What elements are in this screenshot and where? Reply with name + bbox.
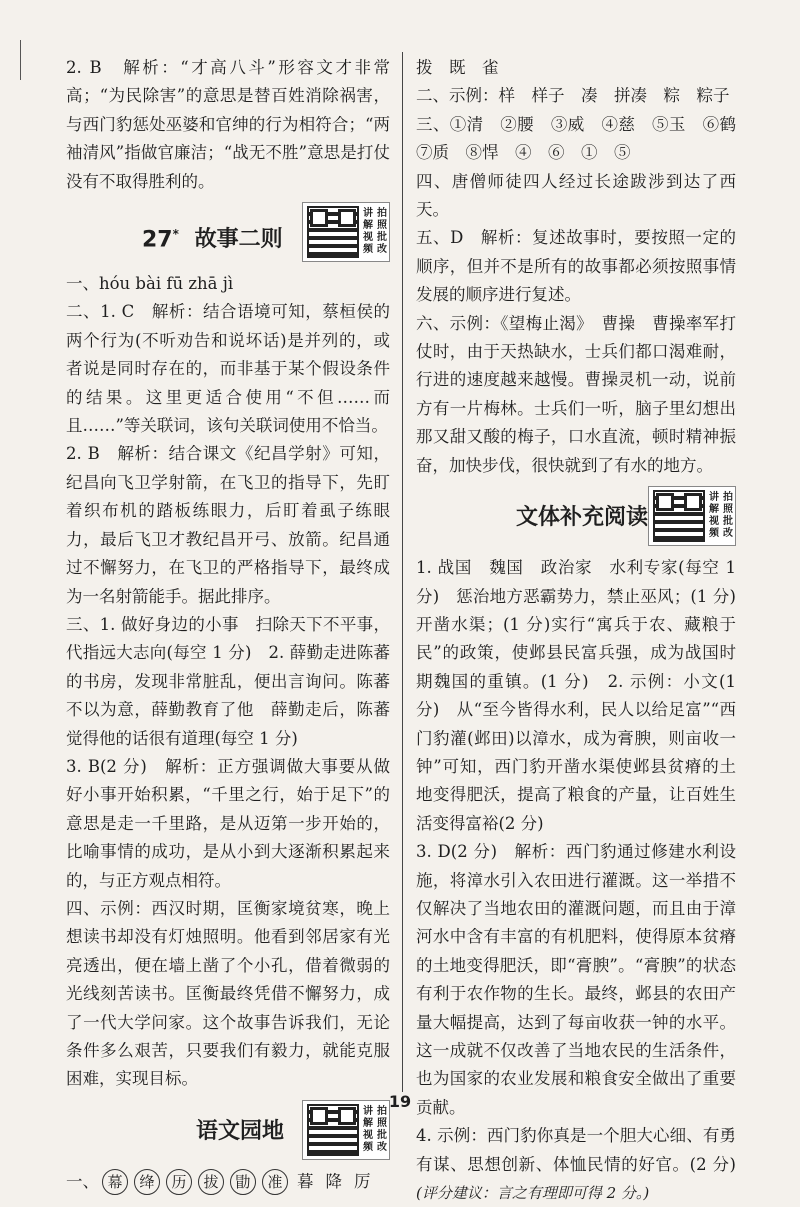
supplementary-reading-heading: [416, 486, 736, 550]
qr-char: 解: [363, 220, 373, 232]
reading-answer-3: 3. D(2 分) 解析：西门豹通过修建水利设施，将漳水引入农田进行灌溉。这一举措不仅解决了当地农田的灌溉问题，而且由于漳河水中含有丰富的有机肥料，使得原本贫瘠的土地变得肥沃，即“膏腴”。“膏腴”的状态有利于农作物的生长。最终，邺县的农田产量大幅提高，达到了每亩收获一钟的水平。这一成就不仅改善了当地农民的生活条件，也为国家的农业发展和粮食安全做出了重要贡献。: [416, 842, 736, 1117]
reading-answer-4: [416, 1122, 736, 1207]
qr-char: 频: [363, 244, 373, 256]
scoring-note: (评分建议：言之有理即可得 2 分。): [416, 1184, 650, 1203]
answer-yuandi-1-cont: 拨 既 雀: [416, 58, 499, 77]
plain-char: 暮: [297, 1171, 314, 1191]
plain-char: 降: [325, 1171, 342, 1191]
page-number: 19: [388, 1092, 412, 1111]
qr-char: 讲: [709, 492, 719, 504]
lesson-title: [142, 220, 283, 255]
answer-yuandi-1: [66, 1168, 390, 1196]
answer-yuandi-5: 五、D 解析：复述故事时，要按照一定的顺序，但并不是所有的故事都必须按照事情发展的顺序进行复述。: [416, 228, 736, 305]
lesson-name: 故事二则: [194, 227, 283, 253]
section-title: 文体补充阅读: [516, 505, 649, 531]
qr-char: 批: [377, 232, 387, 244]
qr-code-icon: [653, 490, 705, 542]
qr-code-icon: [307, 206, 359, 258]
qr-char: 拍: [377, 1105, 387, 1117]
qr-char: 拍: [377, 208, 387, 220]
left-column: [66, 54, 390, 1196]
qr-char: 批: [377, 1129, 387, 1141]
qr-char: 视: [363, 1129, 373, 1141]
lesson-star: *: [172, 227, 179, 242]
qr-char: 改: [377, 1141, 387, 1153]
qr-code-box[interactable]: [302, 202, 390, 262]
circled-char: 准: [262, 1169, 288, 1195]
qr-char: 照: [377, 220, 387, 232]
qr-char: 解: [709, 504, 719, 516]
right-column: [416, 54, 753, 1207]
answer-section-2-1: 二、1. C 解析：结合语境可知，蔡桓侯的两个行为(不听劝告和说坏话)是并列的，或者说是同时存在的，而非基于某个假设条件的结果。这里更适合使用“不但……而且……”等关联词，该句关联词使用不恰当。: [66, 302, 390, 436]
answer-section-1: 一、hóu bài fū zhā jì: [66, 274, 234, 294]
answer-yuandi-4: 四、唐僧师徒四人经过长途跋涉到达了西天。: [416, 171, 736, 220]
qr-label: [363, 208, 389, 256]
qr-char: 视: [363, 232, 373, 244]
circled-char: 历: [166, 1169, 192, 1195]
reading-answer-1-2: 1. 战国 魏国 政治家 水利专家(每空 1 分) 惩治地方恶霸势力，禁止巫风；(1 分)开凿水渠；(1 分)实行“寓兵于农、藏粮于民”的政策，使邺县民富兵强，成为战国时期魏国的重镇。(1 分) 2. 示例：小文(1 分) 从“至今皆得水利，民人以给足富”“西门豹灌(邺田)以漳水，成为膏腴，则亩收一钟”可知，西门豹开凿水渠使邺县贫瘠的土地变得肥沃，提高了粮食的产量，让百姓生活变得富裕(2 分): [416, 558, 736, 833]
qr-char: 频: [709, 528, 719, 540]
qr-code-box[interactable]: [648, 486, 736, 546]
qr-char: 讲: [363, 208, 373, 220]
column-divider: [402, 52, 403, 1092]
answer-2b: 2. B 解析：“才高八斗”形容文才非常高；“为民除害”的意思是替百姓消除祸害，与西门豹惩处巫婆和官绅的行为相符合；“两袖清风”指做官廉洁；“战无不胜”意思是打仗没有不取得胜利的。: [66, 58, 390, 191]
circled-char: 绛: [134, 1169, 160, 1195]
answer-text: 4. 示例：西门豹你真是一个胆大心细、有勇有谋、思想创新、体恤民情的好官。(2 分): [416, 1126, 736, 1174]
plain-char: 厉: [354, 1171, 371, 1191]
qr-char: 视: [709, 516, 719, 528]
qr-char: 批: [723, 516, 733, 528]
section-title: 语文园地: [196, 1118, 285, 1144]
qr-char: 改: [377, 244, 387, 256]
answer-yuandi-6: 六、示例：《望梅止渴》 曹操 曹操率军打仗时，由于天热缺水，士兵们都口渴难耐，行进的速度越来越慢。曹操灵机一动，说前方有一片梅林。士兵们一听，脑子里幻想出那又甜又酸的梅子，口水直流，顿时精神振奋，加快步伐，很快就到了有水的地方。: [416, 313, 736, 475]
lesson-number: 27: [142, 227, 173, 253]
item-prefix: 一、: [66, 1171, 99, 1191]
qr-char: 拍: [723, 492, 733, 504]
qr-char: 照: [723, 504, 733, 516]
qr-char: 照: [377, 1117, 387, 1129]
qr-char: 频: [363, 1141, 373, 1153]
qr-char: 改: [723, 528, 733, 540]
qr-label: [709, 492, 735, 540]
answer-yuandi-2: 二、示例：样 样子 凑 拼凑 粽 粽子: [416, 86, 730, 106]
circled-char: 拔: [198, 1169, 224, 1195]
circled-char: 幕: [102, 1169, 128, 1195]
answer-section-3-3: 3. B(2 分) 解析：正方强调做大事要从做好小事开始积累，“千里之行，始于足下”的意思是走一千里路，是从迈第一步开始的，比喻事情的成功，是从小到大逐渐积累起来的，与正方观点相符。: [66, 756, 390, 890]
qr-char: 解: [363, 1117, 373, 1129]
answer-yuandi-3: 三、①清 ②腰 ③威 ④慈 ⑤玉 ⑥鹤 ⑦质 ⑧悍 ④ ⑥ ① ⑤: [416, 114, 753, 163]
circled-char: 勖: [230, 1169, 256, 1195]
answer-section-2-2: 2. B 解析：结合课文《纪昌学射》可知，纪昌向飞卫学射箭，在飞卫的指导下，先盯着织布机的踏板练眼力，后盯着虱子练眼力，最后飞卫才教纪昌开弓、放箭。纪昌通过不懈努力，在飞卫的严格指导下，最终成为一名射箭能手。据此排序。: [66, 444, 390, 606]
answer-section-4: 四、示例：西汉时期，匡衡家境贫寒，晚上想读书却没有灯烛照明。他看到邻居家有光亮透出，便在墙上凿了个小孔，借着微弱的光线刻苦读书。匡衡最终凭借不懈努力，成了一代大学问家。这个故事告诉我们，无论条件多么艰苦，只要我们有毅力，就能克服困难，实现目标。: [66, 898, 390, 1089]
lesson-heading: [66, 202, 390, 266]
qr-char: 讲: [363, 1105, 373, 1117]
margin-mark: [20, 40, 21, 80]
answer-section-3: 三、1. 做好身边的小事 扫除天下不平事，代指远大志向(每空 1 分) 2. 薛勤走进陈蕃的书房，发现非常脏乱，便出言询问。陈蕃不以为意，薛勤教育了他 薛勤走后，陈蕃觉得他的话很有道理(每空 1 分): [66, 614, 390, 748]
